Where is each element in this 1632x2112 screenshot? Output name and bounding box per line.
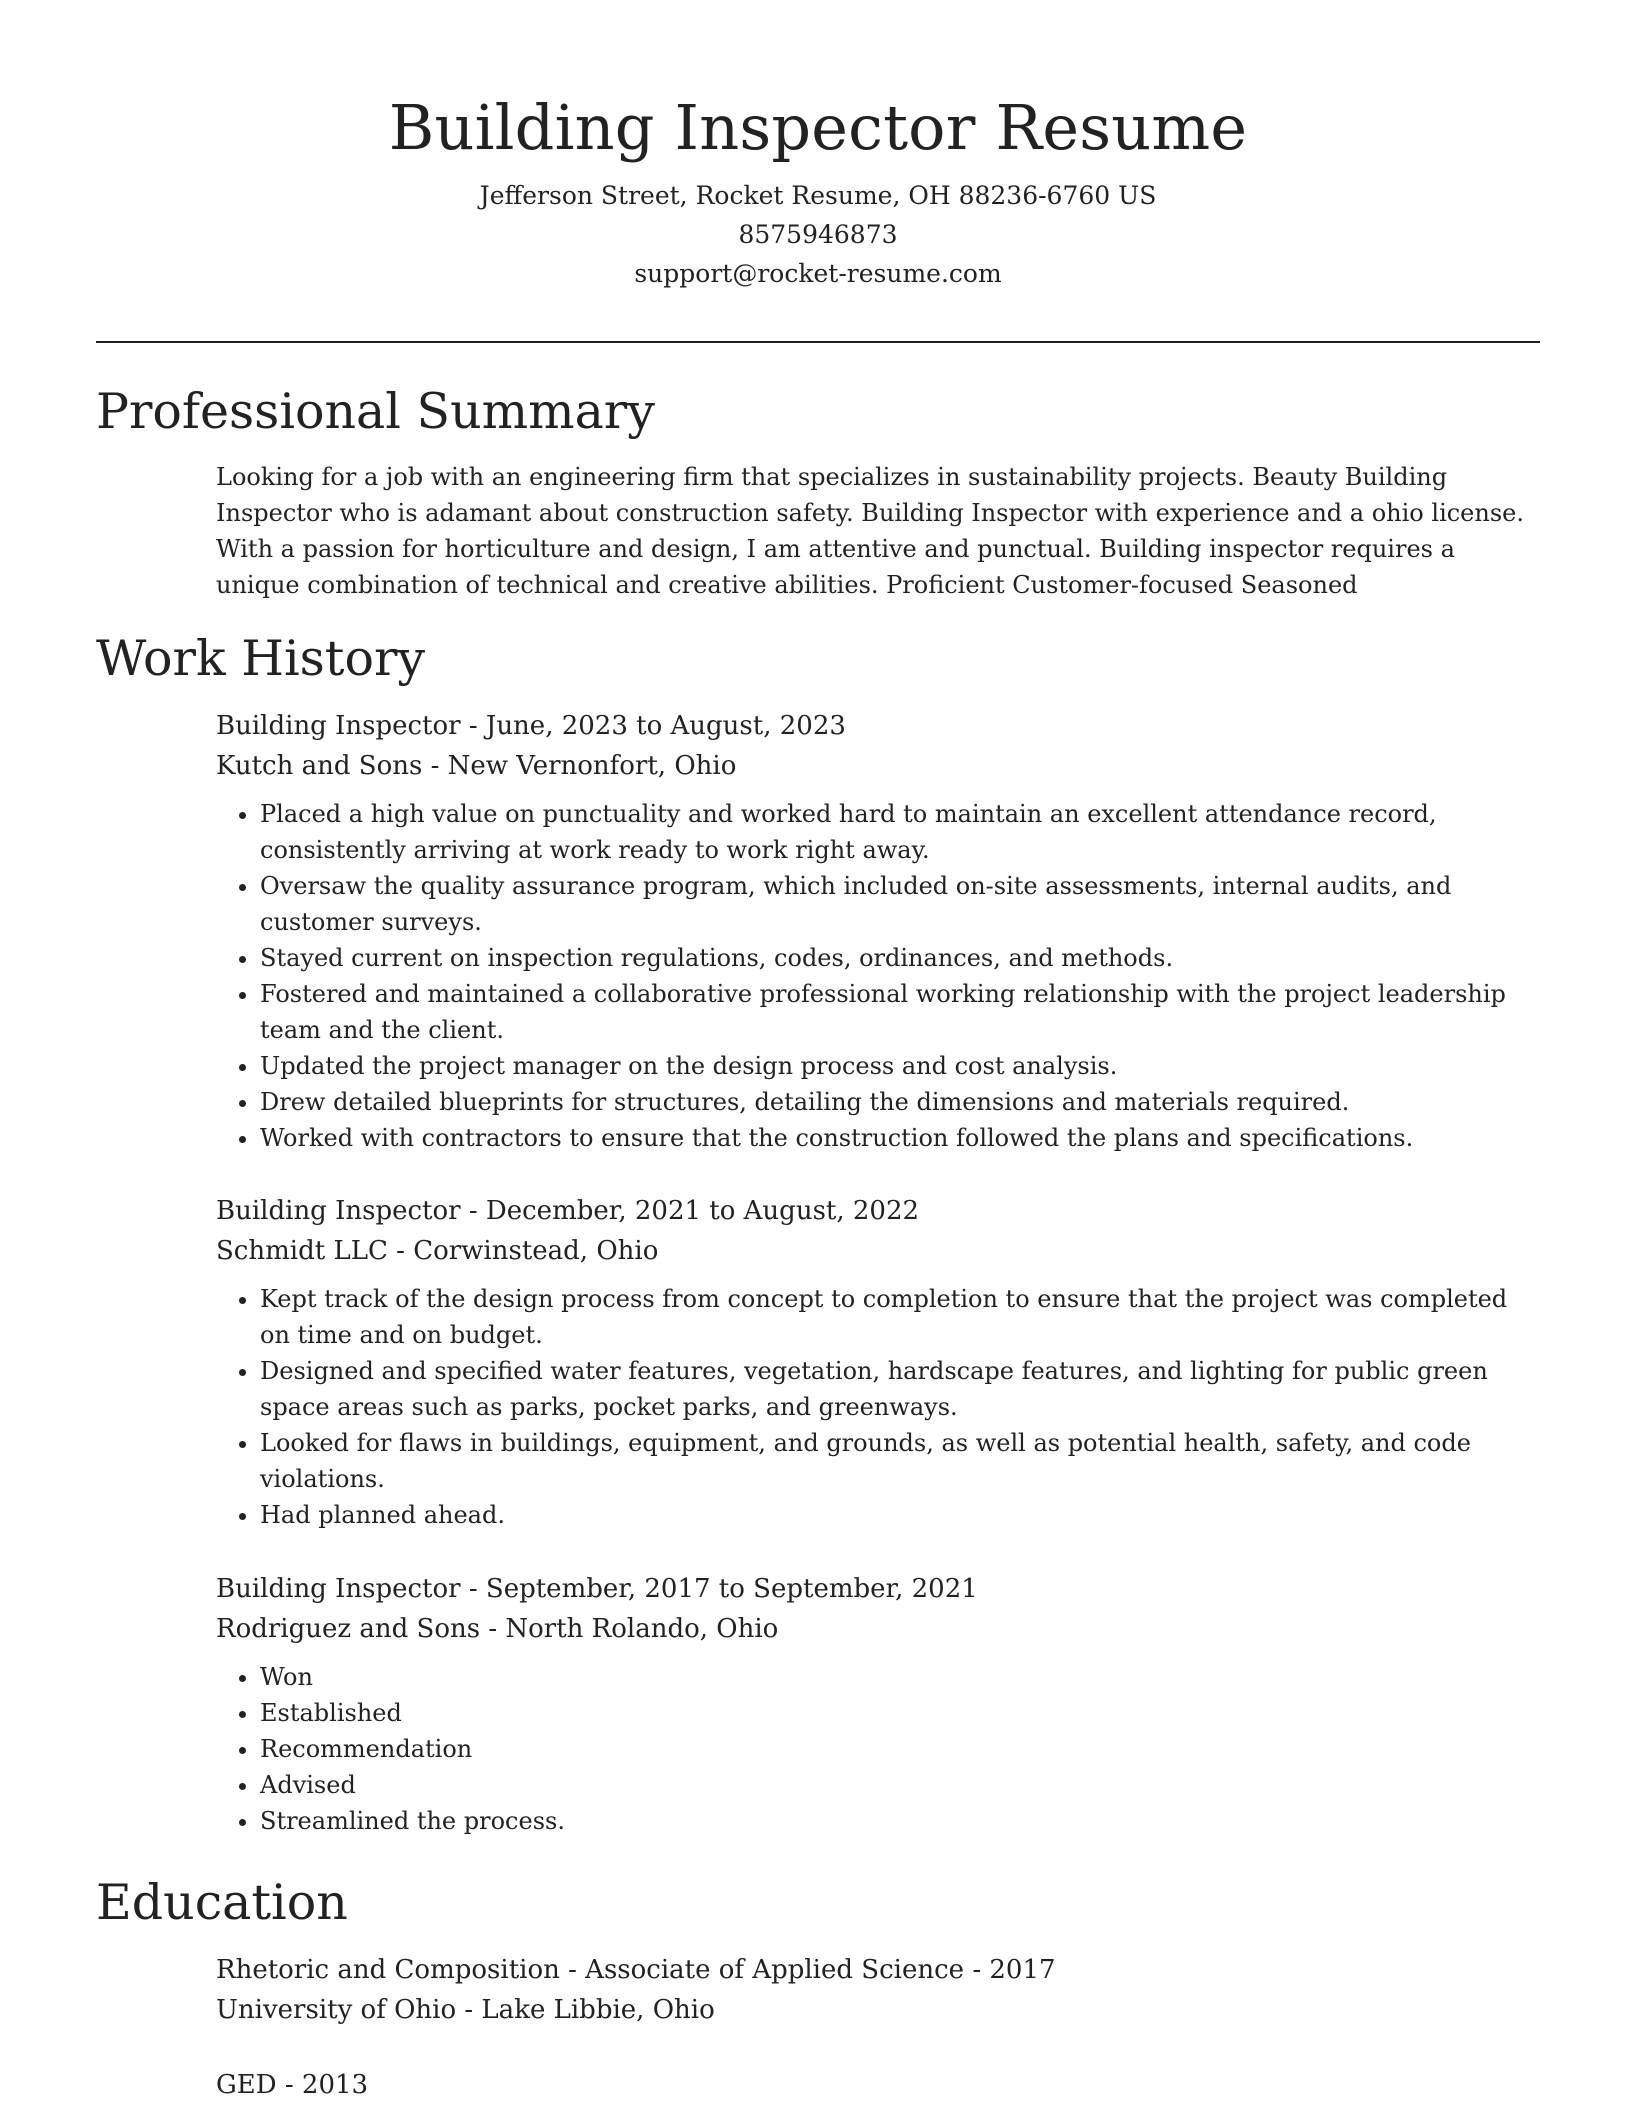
job-title: Building Inspector xyxy=(216,711,461,741)
job-bullets xyxy=(216,796,1540,1156)
list-item: • Oversaw the quality assurance program, which included on-site assessments, internal audits, and customer surveys. xyxy=(260,868,1540,940)
job-title: Building Inspector xyxy=(216,1574,461,1604)
education-entry xyxy=(216,1950,1540,2030)
job-location: - North Rolando, Ohio xyxy=(480,1614,779,1644)
list-item: • Updated the project manager on the design process and cost analysis. xyxy=(260,1048,1540,1084)
list-item: • Won xyxy=(260,1659,1540,1695)
job-company-line xyxy=(216,1609,1540,1649)
list-item: • Established xyxy=(260,1695,1540,1731)
job-bullets xyxy=(216,1659,1540,1839)
contact-address: Jefferson Street, Rocket Resume, OH 88236-6760 US xyxy=(479,181,1157,210)
list-item: • Streamlined the process. xyxy=(260,1803,1540,1839)
job-title-line xyxy=(216,1191,1540,1231)
education-degree: GED - 2013 xyxy=(216,2070,369,2100)
list-item: • Drew detailed blueprints for structures, detailing the dimensions and materials required. xyxy=(260,1084,1540,1120)
list-item: • Had planned ahead. xyxy=(260,1497,1540,1533)
list-item: • Fostered and maintained a collaborative professional working relationship with the project leadership team and the client. xyxy=(260,976,1540,1048)
list-item: • Stayed current on inspection regulations, codes, ordinances, and methods. xyxy=(260,940,1540,976)
job-dates: - June, 2023 to August, 2023 xyxy=(460,711,846,741)
list-item: • Worked with contractors to ensure that the construction followed the plans and specifications. xyxy=(260,1120,1540,1156)
list-item: • Advised xyxy=(260,1767,1540,1803)
job-company-line xyxy=(216,1231,1540,1271)
list-item: • Designed and specified water features, vegetation, hardscape features, and lighting for public green space areas such as parks, pocket parks, and greenways. xyxy=(260,1353,1540,1425)
education-degree: Rhetoric and Composition - Associate of Applied Science - 2017 xyxy=(216,1955,1056,1985)
job-title-line xyxy=(216,706,1540,746)
list-item: • Placed a high value on punctuality and worked hard to maintain an excellent attendance record, consistently arriving at work ready to work right away. xyxy=(260,796,1540,868)
list-item: • Looked for flaws in buildings, equipment, and grounds, as well as potential health, safety, and code violations. xyxy=(260,1425,1540,1497)
header-divider xyxy=(96,341,1540,343)
job-company-line xyxy=(216,746,1540,786)
job-bullets xyxy=(216,1281,1540,1533)
job-dates: - December, 2021 to August, 2022 xyxy=(460,1196,920,1226)
education-school: University of Ohio - Lake Libbie, Ohio xyxy=(216,1995,715,2025)
job-title: Building Inspector xyxy=(216,1196,461,1226)
job-company: Schmidt LLC xyxy=(216,1236,388,1266)
job-dates: - September, 2017 to September, 2021 xyxy=(460,1574,978,1604)
work-history-heading: Work History xyxy=(96,630,426,687)
education-heading: Education xyxy=(96,1874,348,1931)
job-entry xyxy=(216,1191,1540,1533)
summary-heading: Professional Summary xyxy=(96,383,655,440)
education-entry xyxy=(216,2065,1540,2105)
job-company: Rodriguez and Sons xyxy=(216,1614,481,1644)
job-location: - New Vernonfort, Ohio xyxy=(422,751,737,781)
list-item: • Kept track of the design process from concept to completion to ensure that the project was completed on time and on budget. xyxy=(260,1281,1540,1353)
job-entry xyxy=(216,706,1540,1156)
job-entry xyxy=(216,1569,1540,1839)
contact-phone: 8575946873 xyxy=(738,220,898,249)
contact-email: support@rocket-resume.com xyxy=(634,259,1002,288)
summary-text: Looking for a job with an engineering firm that specializes in sustainability projects. Beauty Building Inspector who is adamant about construction safety. Building Inspector with experience and a ohio license. With a passion for horticulture and design, I am attentive and punctual. Building inspector requires a unique combination of technical and creative abilities. Proficient Customer-focused Seasoned xyxy=(216,463,1524,599)
resume-header xyxy=(96,80,1540,293)
job-company: Kutch and Sons xyxy=(216,751,423,781)
resume-title: Building Inspector Resume xyxy=(388,91,1248,164)
list-item: • Recommendation xyxy=(260,1731,1540,1767)
summary-block xyxy=(216,459,1540,603)
job-location: - Corwinstead, Ohio xyxy=(387,1236,659,1266)
job-title-line xyxy=(216,1569,1540,1609)
